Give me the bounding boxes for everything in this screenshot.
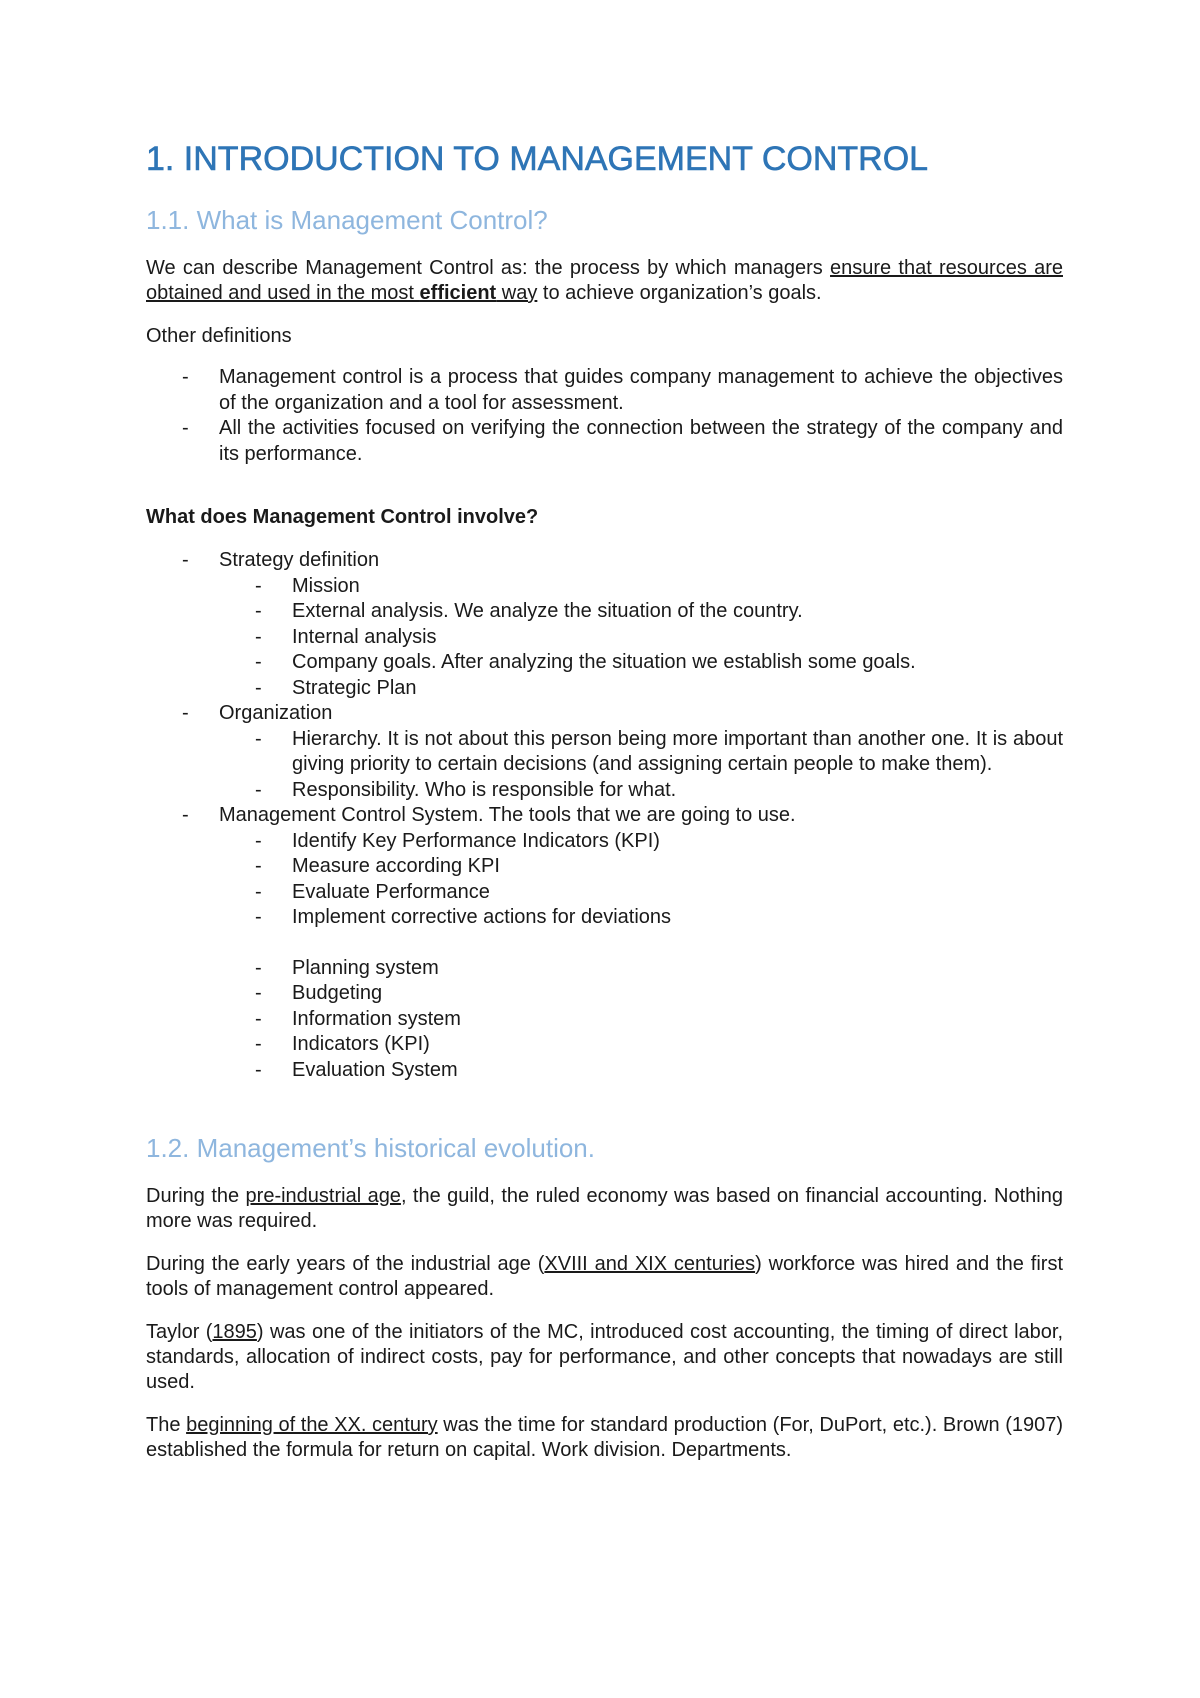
section-title-1-2: 1.2. Management’s historical evolution. [146, 1133, 595, 1163]
list-item: - Measure according KPI [219, 854, 1063, 880]
underlined-text: XVIII and XIX centuries [544, 1253, 756, 1275]
section-title-1-1: 1.1. What is Management Control? [146, 205, 548, 235]
list-item-organization [146, 701, 1063, 803]
list-item: - Company goals. After analyzing the situation we establish some goals. [219, 650, 1063, 676]
text-run: During the [146, 1185, 246, 1207]
involve-heading: What does Management Control involve? [146, 506, 539, 528]
list-item: - Management control is a process that guides company management to achieve the objectives of the organization and a tool for assessment. [146, 365, 1063, 416]
list-item: - Indicators (KPI) [219, 1032, 1063, 1058]
text-run: The [146, 1414, 187, 1436]
list-item-mcs [146, 803, 1063, 1083]
text-run: During the early years of the industrial age ( [146, 1253, 545, 1275]
list-item-label: Management Control System. The tools that we are going to use. [219, 804, 796, 826]
list-item: - Mission [219, 574, 1063, 600]
list-item: - Implement corrective actions for deviations [219, 905, 1063, 931]
list-item: - Responsibility. Who is responsible for what. [219, 778, 1063, 804]
list-item: - Evaluation System [219, 1058, 1063, 1084]
list-item: - Budgeting [219, 981, 1063, 1007]
list-item-strategy [146, 548, 1063, 701]
list-item: - Strategic Plan [219, 676, 1063, 702]
history-paragraph [146, 1413, 1063, 1463]
list-item: - Identify Key Performance Indicators (KPI) [219, 829, 1063, 855]
list-item: - External analysis. We analyze the situation of the country. [219, 599, 1063, 625]
list-item: - Evaluate Performance [219, 880, 1063, 906]
text-run: , the guild, the ruled economy was based on financial accounting. Nothing more was required. [146, 1185, 1063, 1232]
bold-text: efficient [419, 282, 497, 304]
other-definitions-label: Other definitions [146, 325, 292, 347]
history-paragraph [146, 1320, 1063, 1395]
mcs-tools-sublist [146, 956, 1063, 1084]
history-paragraph [146, 1252, 1063, 1302]
underlined-text: beginning of the XX. century [186, 1414, 438, 1436]
text-run: way [496, 282, 538, 304]
chapter-title: 1. INTRODUCTION TO MANAGEMENT CONTROL [146, 140, 929, 178]
definitions-list [146, 365, 1063, 467]
definition-paragraph [146, 256, 1063, 306]
text-run: ensure that resources are obtained and used in the most [146, 257, 1063, 304]
text-run: ) was one of the initiators of the MC, introduced cost accounting, the timing of direct labor, standards, allocation of indirect costs, pay for performance, and other concepts that nowadays are still used. [146, 1321, 1063, 1393]
text-run: ) workforce was hired and the first tools of management control appeared. [146, 1253, 1063, 1300]
list-item: - Planning system [219, 956, 1063, 982]
text-run: We can describe Management Control as: the process by which managers [146, 257, 831, 279]
document-content [146, 140, 1063, 1481]
mcs-sublist [146, 829, 1063, 931]
list-item: - All the activities focused on verifying the connection between the strategy of the company and its performance. [146, 416, 1063, 467]
text-run: to achieve organization’s goals. [537, 282, 822, 304]
organization-sublist [146, 727, 1063, 804]
underlined-text: pre-industrial age [245, 1185, 401, 1207]
list-item: - Information system [219, 1007, 1063, 1033]
list-item-label: Strategy definition [219, 549, 380, 571]
list-item: - Hierarchy. It is not about this person being more important than another one. It is about giving priority to certain decisions (and assigning certain people to make them). [219, 727, 1063, 778]
involve-list [146, 548, 1063, 1083]
list-item: - Internal analysis [219, 625, 1063, 651]
history-paragraph [146, 1184, 1063, 1234]
strategy-sublist [146, 574, 1063, 702]
list-item-label: Organization [219, 702, 333, 724]
underlined-text: 1895 [212, 1321, 257, 1343]
text-run: Taylor ( [146, 1321, 213, 1343]
text-run: was the time for standard production (For, DuPort, etc.). Brown (1907) established the formula for return on capital. Work division. Departments. [146, 1414, 1064, 1461]
spacer [219, 931, 1063, 956]
